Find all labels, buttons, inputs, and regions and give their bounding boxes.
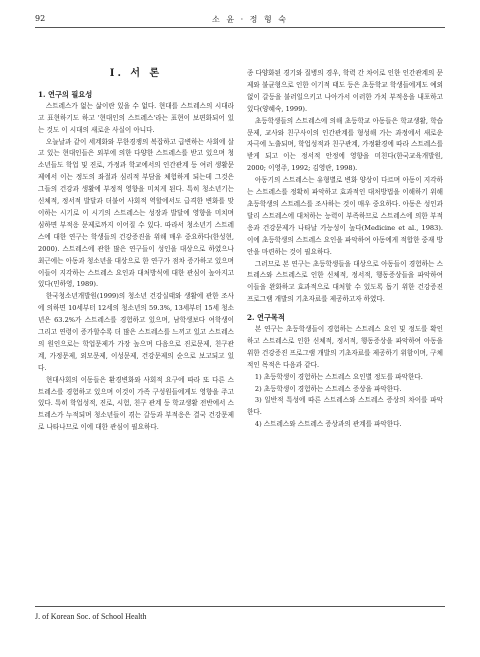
- list-item: 4) 스트레스와 스트레스 증상과의 관계를 파악한다.: [254, 420, 402, 429]
- chapter-title: I. 서 론: [109, 68, 163, 79]
- list-item: 1) 초등학생이 경험하는 스트레스 요인별 정도를 파악한다.: [254, 372, 423, 381]
- paragraph: 아동기의 스트레스는 유형별로 변화 양상이 다르며 아동이 지각하는 스트레스를 정확히 파악하고 효과적인 대처방법을 이해하기 위해 초등학생의 스트레스를 조사하는 것이 매우 중요하다. 아동은 성인과 달리 스트레스에 대처하는 능력이 부족하므로 스트레스에 의한 부적응과 건강문제가 나타날 가능성이 높다(Medicine et al., 1983). 이에 초등학생의 스트레스 요인을 파악하여 아동에게 적합한 중재 방안을 마련하는 것이 필요하다.: [247, 176, 443, 256]
- right-column: [247, 68, 443, 431]
- paragraph: 스트레스가 없는 삶이란 있을 수 없다. 현대를 스트레스의 시대라고 표현하기도 하고 '현대인의 스트레스'라는 표현이 보편화되어 있는 것도 이 시대의 새로운 사실이 아니다.: [38, 101, 234, 134]
- section-title-purpose: 2. 연구목적: [247, 313, 285, 323]
- paragraph: 그러므로 본 연구는 초등학생들을 대상으로 아동들이 경험하는 스트레스와 스트레스로 인한 신체적, 정서적, 행동증상들을 파악하여 이들을 완화하고 효과적으로 대처할 수 있도록 돕기 위한 건강증진 프로그램 개발의 기초자료를 제공하고자 하였다.: [247, 259, 443, 304]
- paragraph: 초등학생들의 스트레스에 의해 초등학교 아동들은 학교생활, 학습문제, 교사와 친구사이의 인간관계를 형성해 가는 과정에서 새로운 자극에 노출되며, 학업성적과 친구관계, 가정환경에 따라 스트레스를 받게 되고 이는 정서적 안정에 영향을 미친다(한국교육개발원, 2000; 이영주, 1992; 김영란, 1998).: [247, 116, 443, 173]
- paragraph: 한국청소년개발원(1999)의 청소년 건강실태와 생활에 관한 조사에 의하면 10세부터 12세의 청소년의 59.3%, 13세부터 15세 청소년은 63.2%가 스트레스를 경험하고 있으며, 남학생보다 여학생이 그리고 연령이 증가할수록 더 많은 스트레스를 느끼고 있고 스트레스의 원인으로는 학업문제가 가장 높으며 다음으로 진로문제, 친구관계, 가정문제, 외모문제, 이성문제, 건강문제의 순으로 보고되고 있다.: [38, 292, 234, 372]
- left-column: [38, 68, 234, 434]
- list-item: 2) 초등학생이 경험하는 스트레스 증상을 파악한다.: [254, 384, 402, 393]
- header-rule: [35, 27, 445, 28]
- page-number: 92: [35, 14, 46, 23]
- paragraph: 현대사회의 이동들은 환경변화와 사회적 요구에 따라 또 다른 스트레스를 경험하고 있으며 이것이 가족 구성원들에게도 영향을 주고 있다. 특히 학업성적, 진로, 시험, 친구 관계 등 학교생활 전반에서 스트레스가 누적되며 청소년들이 겪는 갈등과 부적응은 결국 건강문제로 나타나므로 이에 대한 관심이 필요하다.: [38, 375, 234, 432]
- paragraph: 본 연구는 초등학생들이 경험하는 스트레스 요인 및 정도를 확인하고 스트레스로 인한 신체적, 정서적, 행동증상을 파악하여 아동을 위한 건강증진 프로그램 개발의 기초자료를 제공하기 위함이며, 구체적인 목적은 다음과 같다.: [247, 325, 443, 369]
- list-item: 3) 일반적 특성에 따른 스트레스와 스트레스 증상의 차이를 파악한다.: [247, 396, 443, 417]
- purpose-list: [247, 372, 443, 432]
- paragraph: 오늘날과 같이 세계화와 무한경쟁의 복잡하고 급변하는 사회에 살고 있는 현대인들은 외부에 의한 다양한 스트레스를 받고 있으며 청소년들도 학업 및 진로, 가정과 학교에서의 인간관계 등 여러 생활문제에서 이는 정도의 좌절과 심리적 부담을 체험하게 되는데 그것은 그들의 건강과 생활에 부정적 영향을 미치게 된다. 특히 청소년기는 신체적, 정서적 발달과 더불어 사회적 역할에서도 급격한 변화를 맞이하는 시기로 이 시기의 스트레스는 성장과 발달에 영향을 미치며 심하면 부적응 문제로까지 이어질 수 있다. 따라서 청소년기 스트레스에 대한 연구는 학생들의 건강증진을 위해 매우 중요하다(한성현, 2000). 스트레스에 관한 많은 연구들이 성인을 대상으로 하였으나 최근에는 아동과 청소년을 대상으로 한 연구가 점차 증가하고 있으며 이들이 지각하는 스트레스 요인과 대처방식에 대한 관심이 높아지고 있다(민하영, 1989).: [38, 137, 234, 289]
- paragraph: 종 다양화된 경기와 질병의 경우, 학력 간 차이로 인한 인간관계의 문제와 불균형으로 인한 이기적 태도 등은 초등학교 학생들에게도 예외 없이 갈등을 불러일으키고 나아가서 이러한 가치 부적응을 내포하고 있다(양혜숙, 1999).: [247, 69, 443, 113]
- running-title: 소 윤 · 정 형 숙: [212, 15, 288, 24]
- footer-rule: [35, 606, 445, 607]
- journal-footer: J. of Korean Soc. of School Health: [35, 612, 147, 621]
- section-title-need: 1. 연구의 필요성: [38, 89, 93, 99]
